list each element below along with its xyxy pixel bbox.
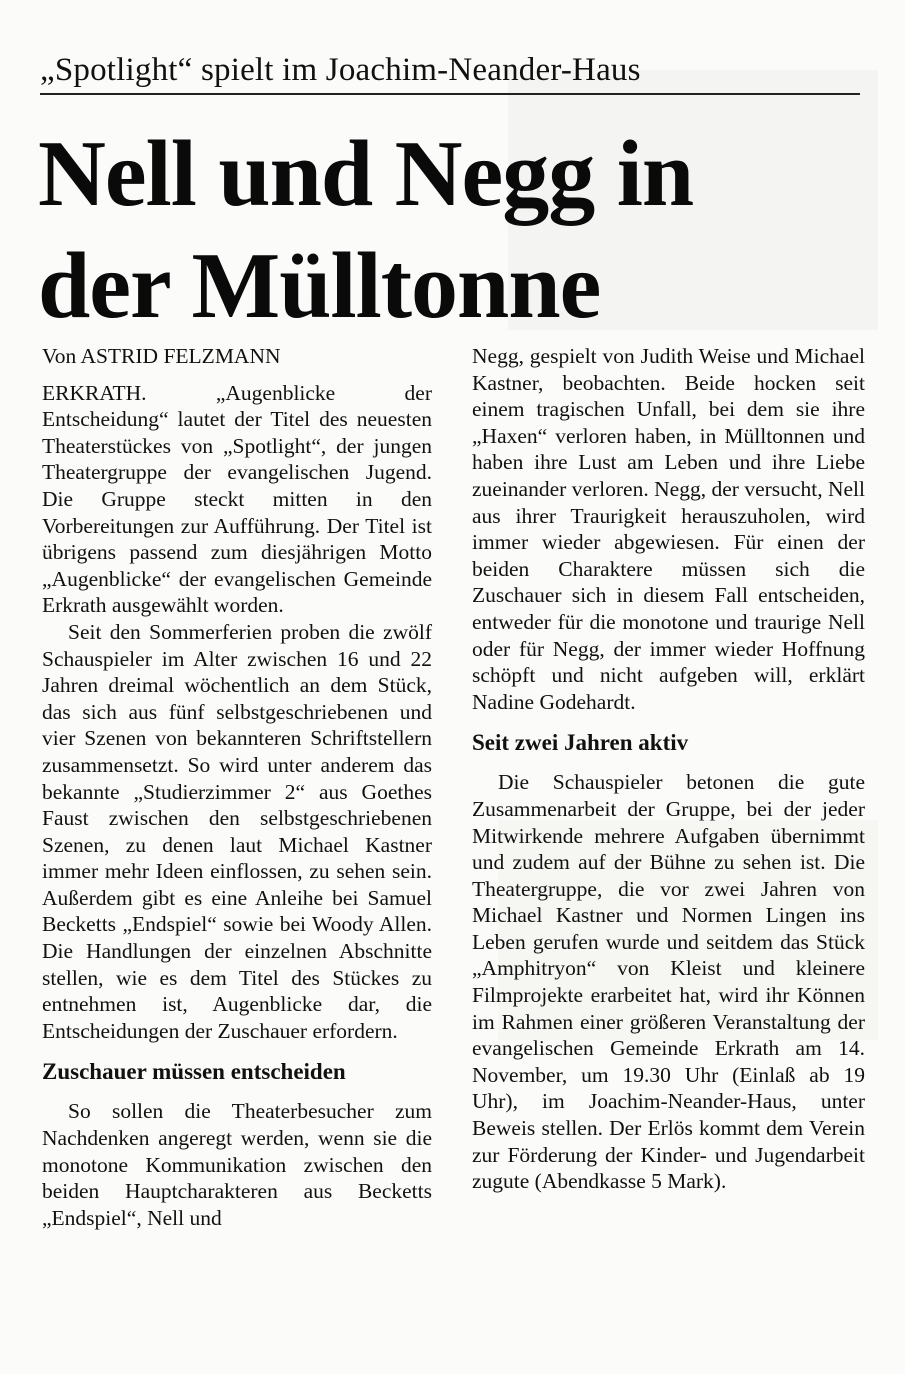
byline: Von ASTRID FELZMANN: [42, 344, 281, 368]
subheading-seit-zwei-jahren: Seit zwei Jahren aktiv: [472, 730, 689, 756]
right-column: [472, 343, 865, 1195]
article-kicker: „Spotlight“ spielt im Joachim-Neander-Haus: [40, 50, 860, 95]
left-paragraph-3: So sollen die Theaterbesucher zum Nachdenken angeregt werden, wenn sie die monotone Kommunikation zwischen den beiden Hauptcharakteren aus Becketts „Endspiel“, Nell und: [42, 1099, 432, 1230]
right-paragraph-1: Negg, gespielt von Judith Weise und Michael Kastner, beobachten. Beide hocken seit einem tragischen Unfall, bei dem sie ihre „Haxen“ verloren haben, in Mülltonnen und haben ihre Lust am Leben und ihre Liebe zueinander verloren. Negg, der versucht, Nell aus ihrer Traurigkeit herauszuholen, wird immer wieder abgewiesen. Für einen der beiden Charaktere müssen sich die Zuschauer sich in diesem Fall entscheiden, entweder für die monotone und traurige Nell oder für Negg, der immer wieder Hoffnung schöpft und nicht aufgeben will, erklärt Nadine Godehardt.: [472, 344, 865, 714]
headline-line-2: der Mülltonne: [38, 234, 601, 338]
article-headline: [38, 118, 878, 342]
left-paragraph-1: ERKRATH. „Augenblicke der Entscheidung“ lautet der Titel des neuesten Theaterstückes von „Spotlight“, der jungen Theatergruppe der evangelischen Jugend. Die Gruppe steckt mitten in den Vorbereitungen zur Aufführung. Der Titel ist übrigens passend zum diesjährigen Motto „Augenblicke“ der evangelischen Gemeinde Erkrath ausgewählt worden.: [42, 380, 432, 618]
headline-line-1: Nell und Negg in: [38, 122, 694, 226]
subheading-zuschauer: Zuschauer müssen entscheiden: [42, 1059, 346, 1085]
left-column: [42, 343, 432, 1231]
left-paragraph-2: Seit den Sommerferien proben die zwölf Schauspieler im Alter zwischen 16 und 22 Jahren dreimal wöchentlich an dem Stück, das sich aus fünf selbstgeschriebenen und vier Szenen von bekannteren Schriftstellern zusammensetzt. So wird unter anderem das bekannte „Studierzimmer 2“ aus Goethes Faust zwischen den selbstgeschriebenen Szenen, zu denen laut Michael Kastner immer mehr Ideen einflossen, zu sehen sein. Außerdem gibt es eine Anleihe bei Samuel Becketts „Endspiel“ sowie bei Woody Allen. Die Handlungen der einzelnen Abschnitte stellen, wie es dem Titel des Stückes zu entnehmen ist, Augenblicke dar, die Entscheidungen der Zuschauer erfordern.: [42, 619, 432, 1043]
right-paragraph-2: Die Schauspieler betonen die gute Zusammenarbeit der Gruppe, bei der jeder Mitwirkende mehrere Aufgaben übernimmt und zudem auf der Bühne zu sehen ist. Die Theatergruppe, die vor zwei Jahren von Michael Kastner und Normen Lingen ins Leben gerufen wurde und seitdem das Stück „Amphitryon“ von Kleist und kleinere Filmprojekte erarbeitet hat, wird ihr Können im Rahmen einer größeren Veranstaltung der evangelischen Gemeinde Erkrath am 14. November, um 19.30 Uhr (Einlaß ab 19 Uhr), im Joachim-Neander-Haus, unter Beweis stellen. Der Erlös kommt dem Verein zur Förderung der Kinder- und Jugendarbeit zugute (Abendkasse 5 Mark).: [472, 770, 865, 1194]
